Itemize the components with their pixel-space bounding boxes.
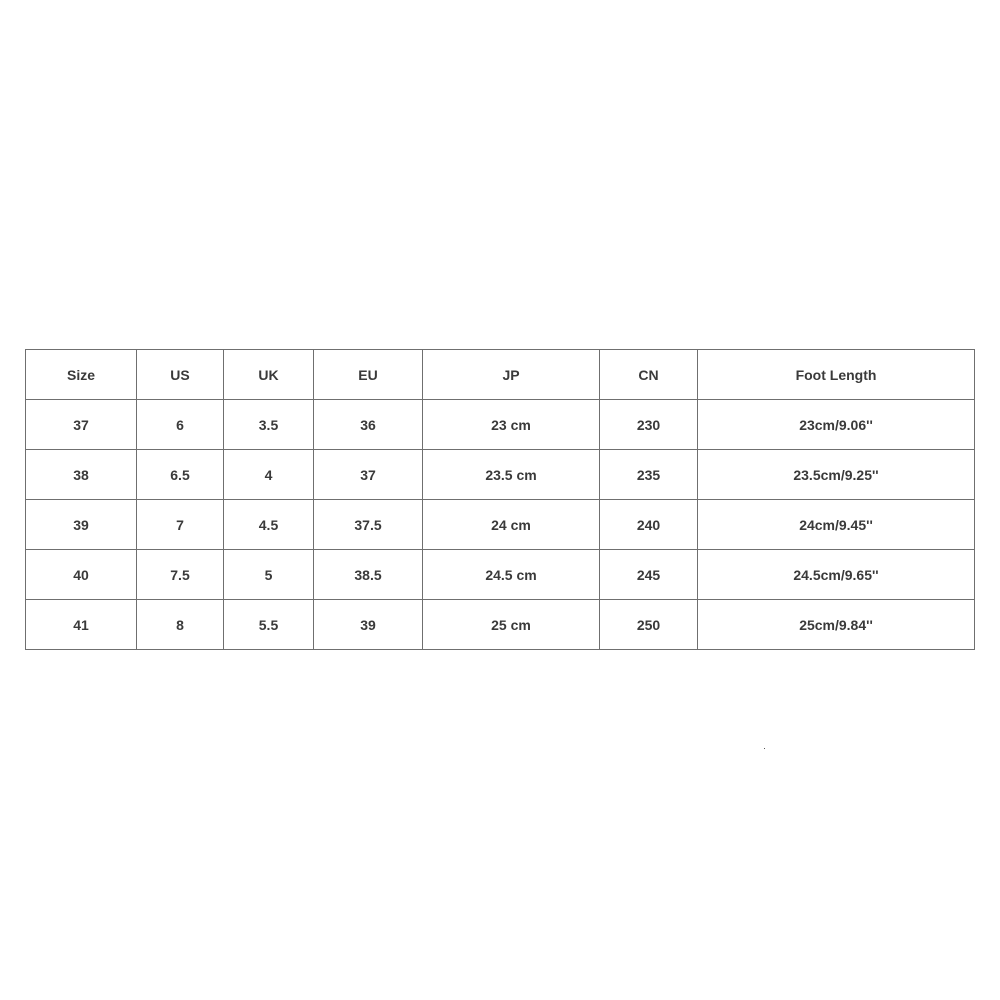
cell-us: 7	[137, 500, 224, 550]
header-jp: JP	[423, 350, 600, 400]
cell-us: 6.5	[137, 450, 224, 500]
cell-size: 40	[26, 550, 137, 600]
cell-us: 6	[137, 400, 224, 450]
cell-foot-length: 25cm/9.84''	[698, 600, 975, 650]
cell-size: 41	[26, 600, 137, 650]
cell-cn: 235	[600, 450, 698, 500]
table-row	[26, 450, 975, 500]
header-row	[26, 350, 975, 400]
table-row	[26, 550, 975, 600]
cell-uk: 5	[224, 550, 314, 600]
header-eu: EU	[314, 350, 423, 400]
cell-eu: 37	[314, 450, 423, 500]
header-uk: UK	[224, 350, 314, 400]
cell-uk: 3.5	[224, 400, 314, 450]
header-size: Size	[26, 350, 137, 400]
cell-uk: 4	[224, 450, 314, 500]
cell-cn: 245	[600, 550, 698, 600]
cell-jp: 24.5 cm	[423, 550, 600, 600]
cell-foot-length: 23.5cm/9.25''	[698, 450, 975, 500]
cell-jp: 24 cm	[423, 500, 600, 550]
stray-dot	[764, 748, 765, 749]
cell-eu: 37.5	[314, 500, 423, 550]
cell-cn: 230	[600, 400, 698, 450]
cell-uk: 4.5	[224, 500, 314, 550]
cell-eu: 36	[314, 400, 423, 450]
cell-us: 8	[137, 600, 224, 650]
cell-jp: 25 cm	[423, 600, 600, 650]
size-chart-table	[25, 349, 975, 650]
cell-us: 7.5	[137, 550, 224, 600]
table-row	[26, 600, 975, 650]
cell-cn: 240	[600, 500, 698, 550]
cell-foot-length: 23cm/9.06''	[698, 400, 975, 450]
table-row	[26, 400, 975, 450]
cell-size: 37	[26, 400, 137, 450]
cell-jp: 23.5 cm	[423, 450, 600, 500]
cell-eu: 39	[314, 600, 423, 650]
cell-foot-length: 24cm/9.45''	[698, 500, 975, 550]
table-row	[26, 500, 975, 550]
cell-size: 38	[26, 450, 137, 500]
header-us: US	[137, 350, 224, 400]
cell-uk: 5.5	[224, 600, 314, 650]
cell-size: 39	[26, 500, 137, 550]
header-cn: CN	[600, 350, 698, 400]
cell-foot-length: 24.5cm/9.65''	[698, 550, 975, 600]
cell-cn: 250	[600, 600, 698, 650]
header-foot-length: Foot Length	[698, 350, 975, 400]
cell-eu: 38.5	[314, 550, 423, 600]
cell-jp: 23 cm	[423, 400, 600, 450]
